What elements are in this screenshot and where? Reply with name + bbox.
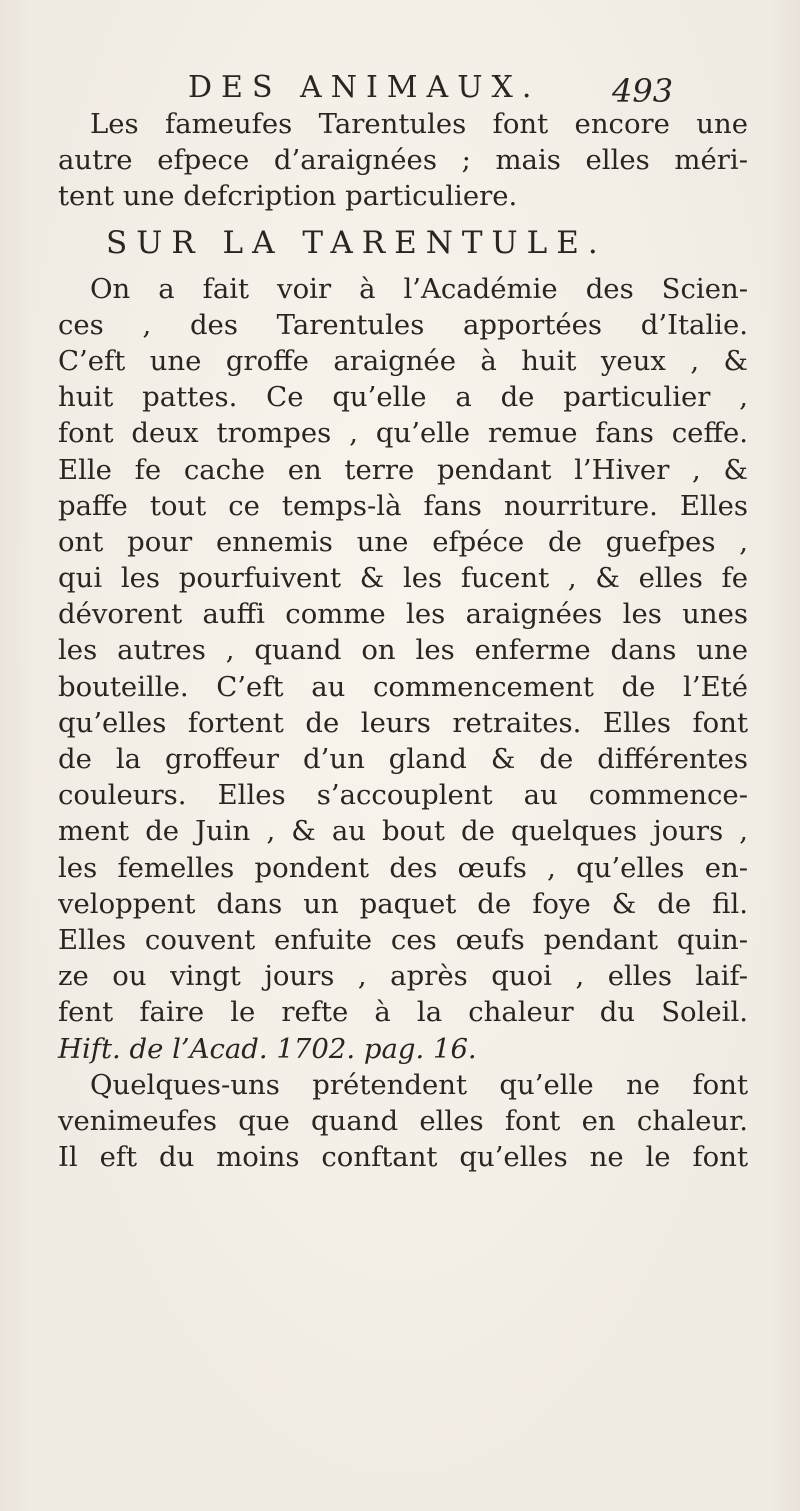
text-line: Il eft du moins conftant qu’elles ne le font — [58, 1141, 748, 1174]
text-line: tent une defcription particuliere. — [58, 180, 518, 213]
text-line: dévorent auffi comme les araignées les unes — [58, 598, 748, 631]
body-text — [58, 106, 748, 1175]
text-line: venimeufes que quand elles font en chaleur. — [58, 1104, 748, 1137]
text-line: les autres , quand on les enferme dans une — [58, 634, 748, 667]
text-line: On a fait voir à l’Académie des Scien- — [90, 272, 748, 305]
text-line: ze ou vingt jours , après quoi , elles laif- — [58, 960, 748, 993]
text-line: qu’elles fortent de leurs retraites. Elles font — [58, 706, 748, 739]
text-line: bouteille. C’eft au commencement de l’Eté — [58, 670, 748, 703]
text-line: fent faire le refte à la chaleur du Soleil. — [58, 996, 748, 1029]
section-title: SUR LA TARENTULE. — [106, 224, 607, 261]
text-line: de la groffeur d’un gland & de différentes — [58, 743, 748, 775]
text-line: couleurs. Elles s’accouplent au commence- — [58, 779, 748, 812]
text-line: font deux trompes , qu’elle remue fans ceffe. — [58, 417, 748, 450]
text-line: Elles couvent enfuite ces œufs pendant quin- — [58, 923, 748, 956]
text-line: autre efpece d’araignées ; mais elles méri- — [58, 144, 748, 177]
text-line: ont pour ennemis une efpéce de guefpes , — [58, 525, 748, 558]
text-line: C’eft une groffe araignée à huit yeux , & — [58, 344, 748, 377]
text-line: Les fameufes Tarentules font encore une — [90, 108, 748, 140]
text-line: Elle fe cache en terre pendant l’Hiver , & — [58, 453, 748, 486]
text-line: paffe tout ce temps-là fans nourriture. Elles — [58, 489, 748, 522]
text-line: huit pattes. Ce qu’elle a de particulier , — [58, 381, 748, 414]
text-line: Quelques-uns prétendent qu’elle ne font — [90, 1068, 748, 1101]
text-line: ment de Juin , & au bout de quelques jours , — [58, 815, 748, 848]
running-head: DES ANIMAUX. — [188, 70, 541, 105]
text-line: ces , des Tarentules apportées d’Italie. — [58, 308, 748, 341]
citation: Hift. de l’Acad. 1702. pag. 16. — [58, 1032, 477, 1065]
page-number: 493 — [612, 72, 674, 110]
page-header — [0, 70, 800, 110]
text-line: qui les pourfuivent & les fucent , & elles fe — [58, 562, 748, 595]
text-line: les femelles pondent des œufs , qu’elles en- — [58, 851, 748, 884]
text-line: veloppent dans un paquet de foye & de fil. — [58, 887, 748, 920]
